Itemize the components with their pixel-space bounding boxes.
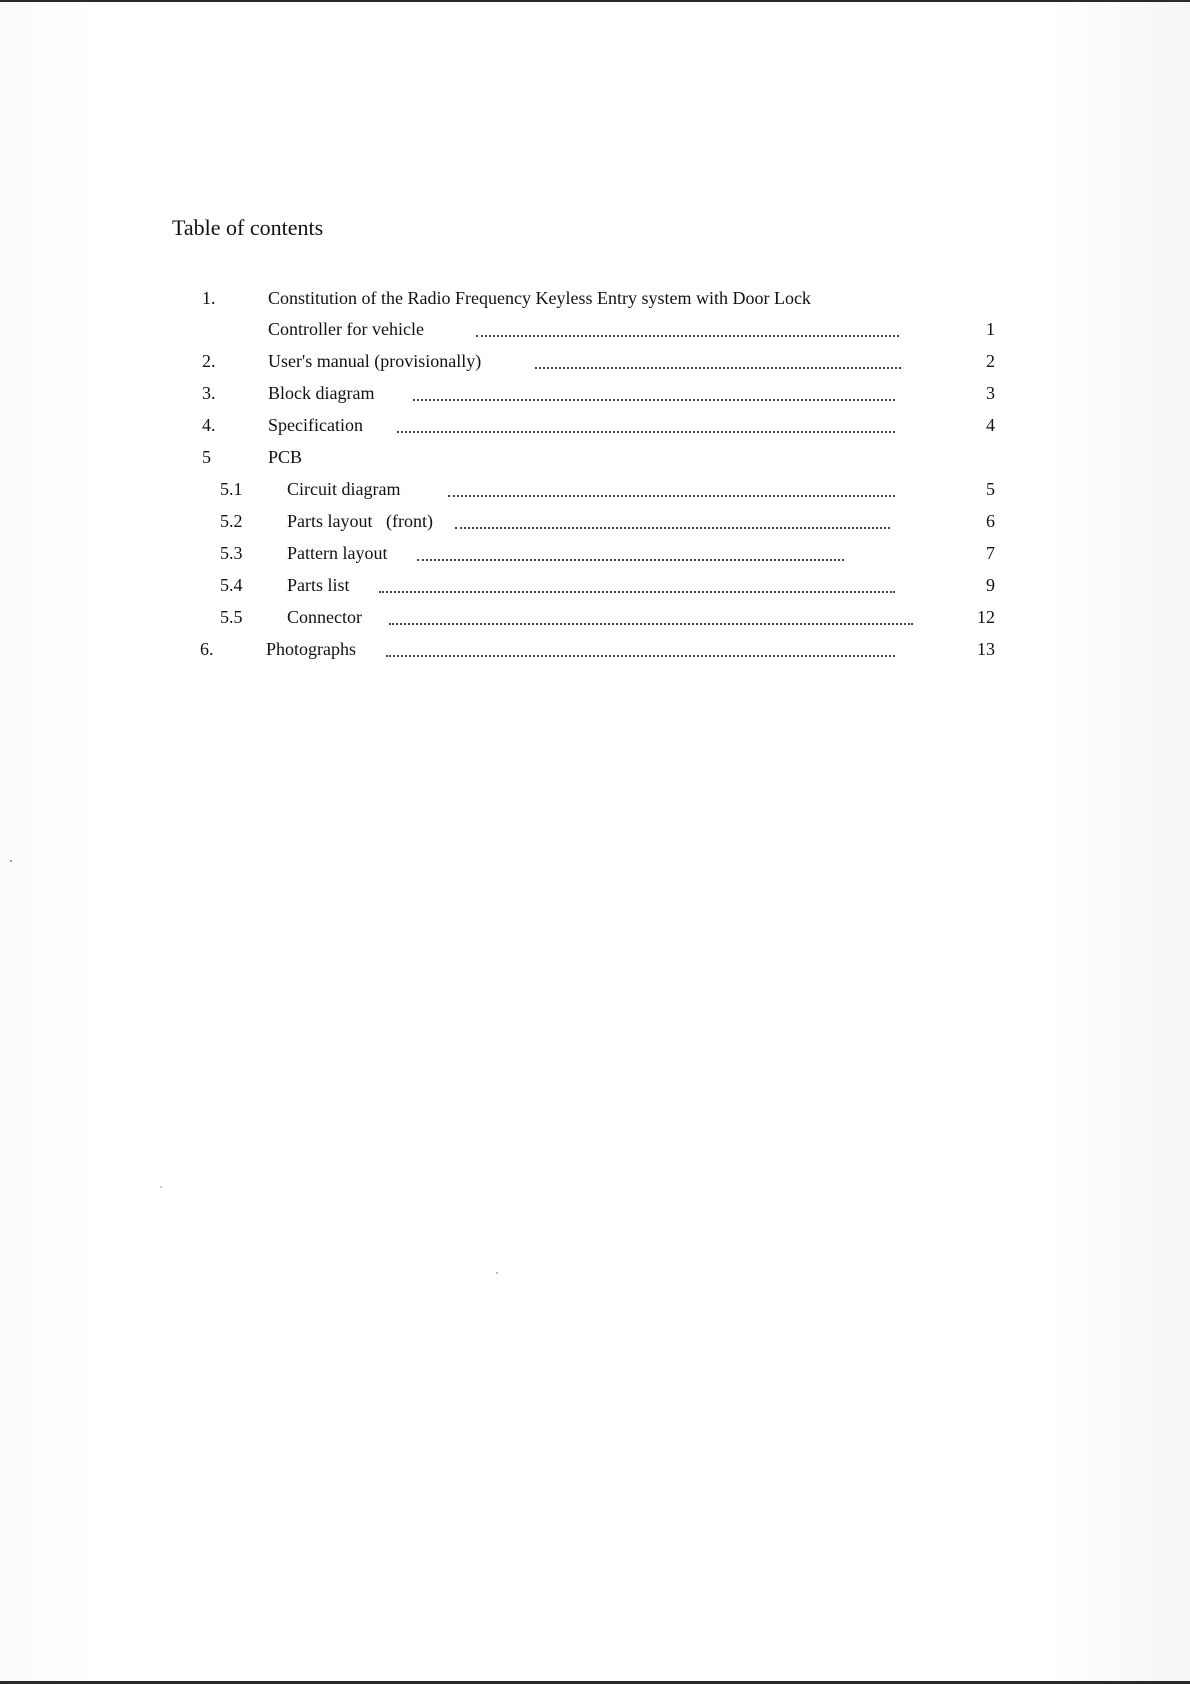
entry-page-number: 9 bbox=[986, 575, 995, 595]
dot-leader bbox=[455, 527, 890, 529]
toc-entry-1-continuation bbox=[0, 315, 1190, 343]
entry-number: 4. bbox=[202, 415, 216, 435]
dot-leader bbox=[386, 655, 895, 657]
dot-leader bbox=[535, 367, 901, 369]
toc-entry-2 bbox=[0, 347, 1190, 375]
entry-title: Photographs bbox=[266, 639, 356, 659]
entry-number: 5.2 bbox=[220, 511, 243, 531]
scan-speck bbox=[496, 1272, 498, 1274]
toc-entry-5 bbox=[0, 443, 1190, 471]
entry-page-number: 5 bbox=[986, 479, 995, 499]
document-page bbox=[0, 2, 1190, 1681]
toc-entry-5-1 bbox=[0, 475, 1190, 503]
entry-page-number: 1 bbox=[986, 319, 995, 339]
entry-title: Constitution of the Radio Frequency Keyless Entry system with Door Lock bbox=[268, 288, 811, 308]
entry-number: 5.1 bbox=[220, 479, 243, 499]
toc-entry-3 bbox=[0, 379, 1190, 407]
dot-leader bbox=[413, 399, 895, 401]
entry-title: Circuit diagram bbox=[287, 479, 401, 499]
page-title: Table of contents bbox=[172, 215, 324, 240]
entry-title: Block diagram bbox=[268, 383, 375, 403]
toc-entry-4 bbox=[0, 411, 1190, 439]
entry-title: Parts layout (front) bbox=[287, 511, 433, 531]
toc-entry-1 bbox=[0, 284, 1190, 312]
dot-leader bbox=[389, 623, 913, 625]
entry-page-number: 3 bbox=[986, 383, 995, 403]
entry-title: Connector bbox=[287, 607, 362, 627]
entry-number: 3. bbox=[202, 383, 216, 403]
entry-title-continuation: Controller for vehicle bbox=[268, 319, 424, 339]
entry-page-number: 4 bbox=[986, 415, 995, 435]
entry-number: 6. bbox=[200, 639, 214, 659]
entry-page-number: 7 bbox=[986, 543, 995, 563]
entry-page-number: 13 bbox=[977, 639, 995, 659]
entry-title: Parts list bbox=[287, 575, 350, 595]
entry-title: Pattern layout bbox=[287, 543, 388, 563]
entry-number: 5 bbox=[202, 447, 211, 467]
toc-entry-5-2 bbox=[0, 507, 1190, 535]
entry-number: 5.4 bbox=[220, 575, 243, 595]
dot-leader bbox=[397, 431, 895, 433]
entry-number: 5.3 bbox=[220, 543, 243, 563]
entry-page-number: 6 bbox=[986, 511, 995, 531]
entry-number: 1. bbox=[202, 288, 216, 308]
dot-leader bbox=[448, 495, 895, 497]
toc-entry-5-5 bbox=[0, 603, 1190, 631]
toc-entry-6 bbox=[0, 635, 1190, 663]
toc-entry-5-4 bbox=[0, 571, 1190, 599]
entry-number: 2. bbox=[202, 351, 216, 371]
dot-leader bbox=[476, 335, 899, 337]
dot-leader bbox=[417, 559, 844, 561]
entry-number: 5.5 bbox=[220, 607, 243, 627]
entry-page-number: 12 bbox=[977, 607, 995, 627]
toc-entry-5-3 bbox=[0, 539, 1190, 567]
entry-title: User's manual (provisionally) bbox=[268, 351, 482, 371]
entry-title: Specification bbox=[268, 415, 363, 435]
dot-leader bbox=[379, 591, 895, 593]
scan-speck bbox=[160, 1186, 162, 1188]
entry-title: PCB bbox=[268, 447, 303, 467]
entry-page-number: 2 bbox=[986, 351, 995, 371]
scan-speck bbox=[10, 860, 12, 862]
